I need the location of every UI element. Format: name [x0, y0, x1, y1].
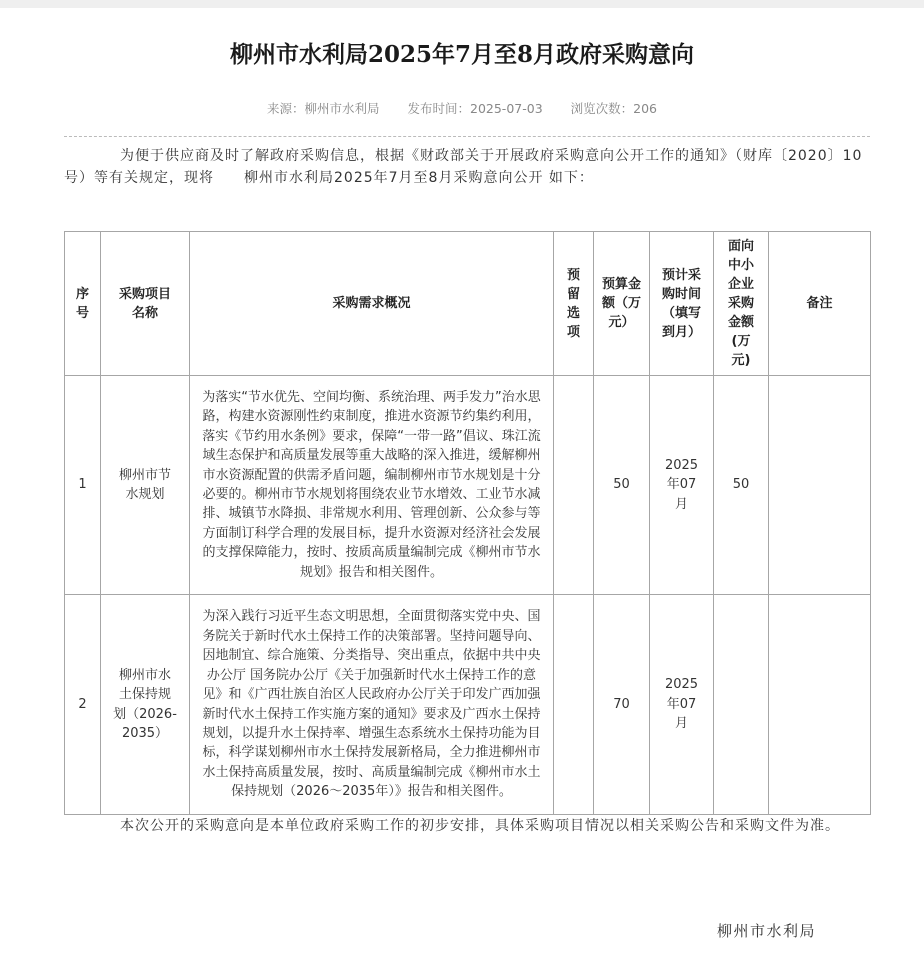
row-time: 2025年07月 — [650, 376, 714, 595]
closing-paragraph: 本次公开的采购意向是本单位政府采购工作的初步安排，具体采购项目情况以相关采购公告和采购文件为准。 — [120, 818, 840, 834]
row-reserved — [554, 595, 594, 815]
title-divider — [64, 136, 870, 137]
row-index: 2 — [65, 595, 101, 815]
meta-view-count: 浏览次数：206 — [570, 101, 657, 116]
header-requirement: 采购需求概况 — [190, 232, 554, 376]
row-reserved — [554, 376, 594, 595]
issuer-signature: 柳州市水利局 — [717, 922, 817, 940]
row-sme-amount: 50 — [714, 376, 769, 595]
intro-paragraph: 为便于供应商及时了解政府采购信息，根据《财政部关于开展政府采购意向公开工作的通知》（财库〔2020〕10号）等有关规定，现将 柳州市水利局2025年7月至8月采购意向公开 如下： — [64, 148, 863, 186]
meta-published-date: 发布时间：2025-07-03 — [407, 101, 543, 116]
row-requirement: 为深入践行习近平生态文明思想，全面贯彻落实党中央、国务院关于新时代水土保持工作的决策部署。坚持问题导向、因地制宜、综合施策、分类指导、突出重点，依据中共中央办公厅 国务院办公厅《关于加强新时代水土保持工作的意见》和《广西壮族自治区人民政府办公厅关于印发广西加强新时代水土保持工作实施方案的通知》要求及广西水土保持规划，以提升水土保持率、增强生态系统水土保持功能为目标，科学谋划柳州市水土保持发展新格局，全力推进柳州市水土保持高质量发展，按时、高质量编制完成《柳州市水土保持规划（2026～2035年）》报告和相关图件。 — [190, 595, 554, 815]
row-time: 2025年07月 — [650, 595, 714, 815]
row-budget: 50 — [594, 376, 650, 595]
header-project-name: 采购项目名称 — [101, 232, 190, 376]
procurement-table — [64, 231, 871, 815]
header-time: 预计采购时间（填写到月） — [650, 232, 714, 376]
row-budget: 70 — [594, 595, 650, 815]
table-header-row — [65, 232, 871, 376]
row-remark — [769, 595, 871, 815]
header-sme-amount: 面向中小企业采购金额(万元) — [714, 232, 769, 376]
header-remark: 备注 — [769, 232, 871, 376]
article-meta — [0, 99, 924, 117]
table-row — [65, 595, 871, 815]
header-index: 序号 — [65, 232, 101, 376]
page-title: 柳州市水利局2025年7月至8月政府采购意向 — [229, 41, 695, 68]
table-row — [65, 376, 871, 595]
header-reserved: 预留选项 — [554, 232, 594, 376]
row-remark — [769, 376, 871, 595]
row-requirement: 为落实“节水优先、空间均衡、系统治理、两手发力”治水思路，构建水资源刚性约束制度，推进水资源节约集约利用，落实《节约用水条例》要求，保障“一带一路”倡议、珠江流域生态保护和高质量发展等重大战略的深入推进，缓解柳州市水资源配置的供需矛盾问题，编制柳州市节水规划是十分必要的。柳州市节水规划将围绕农业节水增效、工业节水减排、城镇节水降损、非常规水利用、管理创新、公众参与等方面制订科学合理的发展目标，提升水资源对经济社会发展的支撑保障能力，按时、按质高质量编制完成《柳州市节水规划》报告和相关图件。 — [190, 376, 554, 595]
header-budget: 预算金额（万元） — [594, 232, 650, 376]
meta-source: 来源：柳州市水利局 — [267, 101, 380, 116]
row-sme-amount — [714, 595, 769, 815]
row-project-name: 柳州市节水规划 — [101, 376, 190, 595]
row-index: 1 — [65, 376, 101, 595]
row-project-name: 柳州市水土保持规划（2026-2035） — [101, 595, 190, 815]
top-bar — [0, 0, 924, 8]
